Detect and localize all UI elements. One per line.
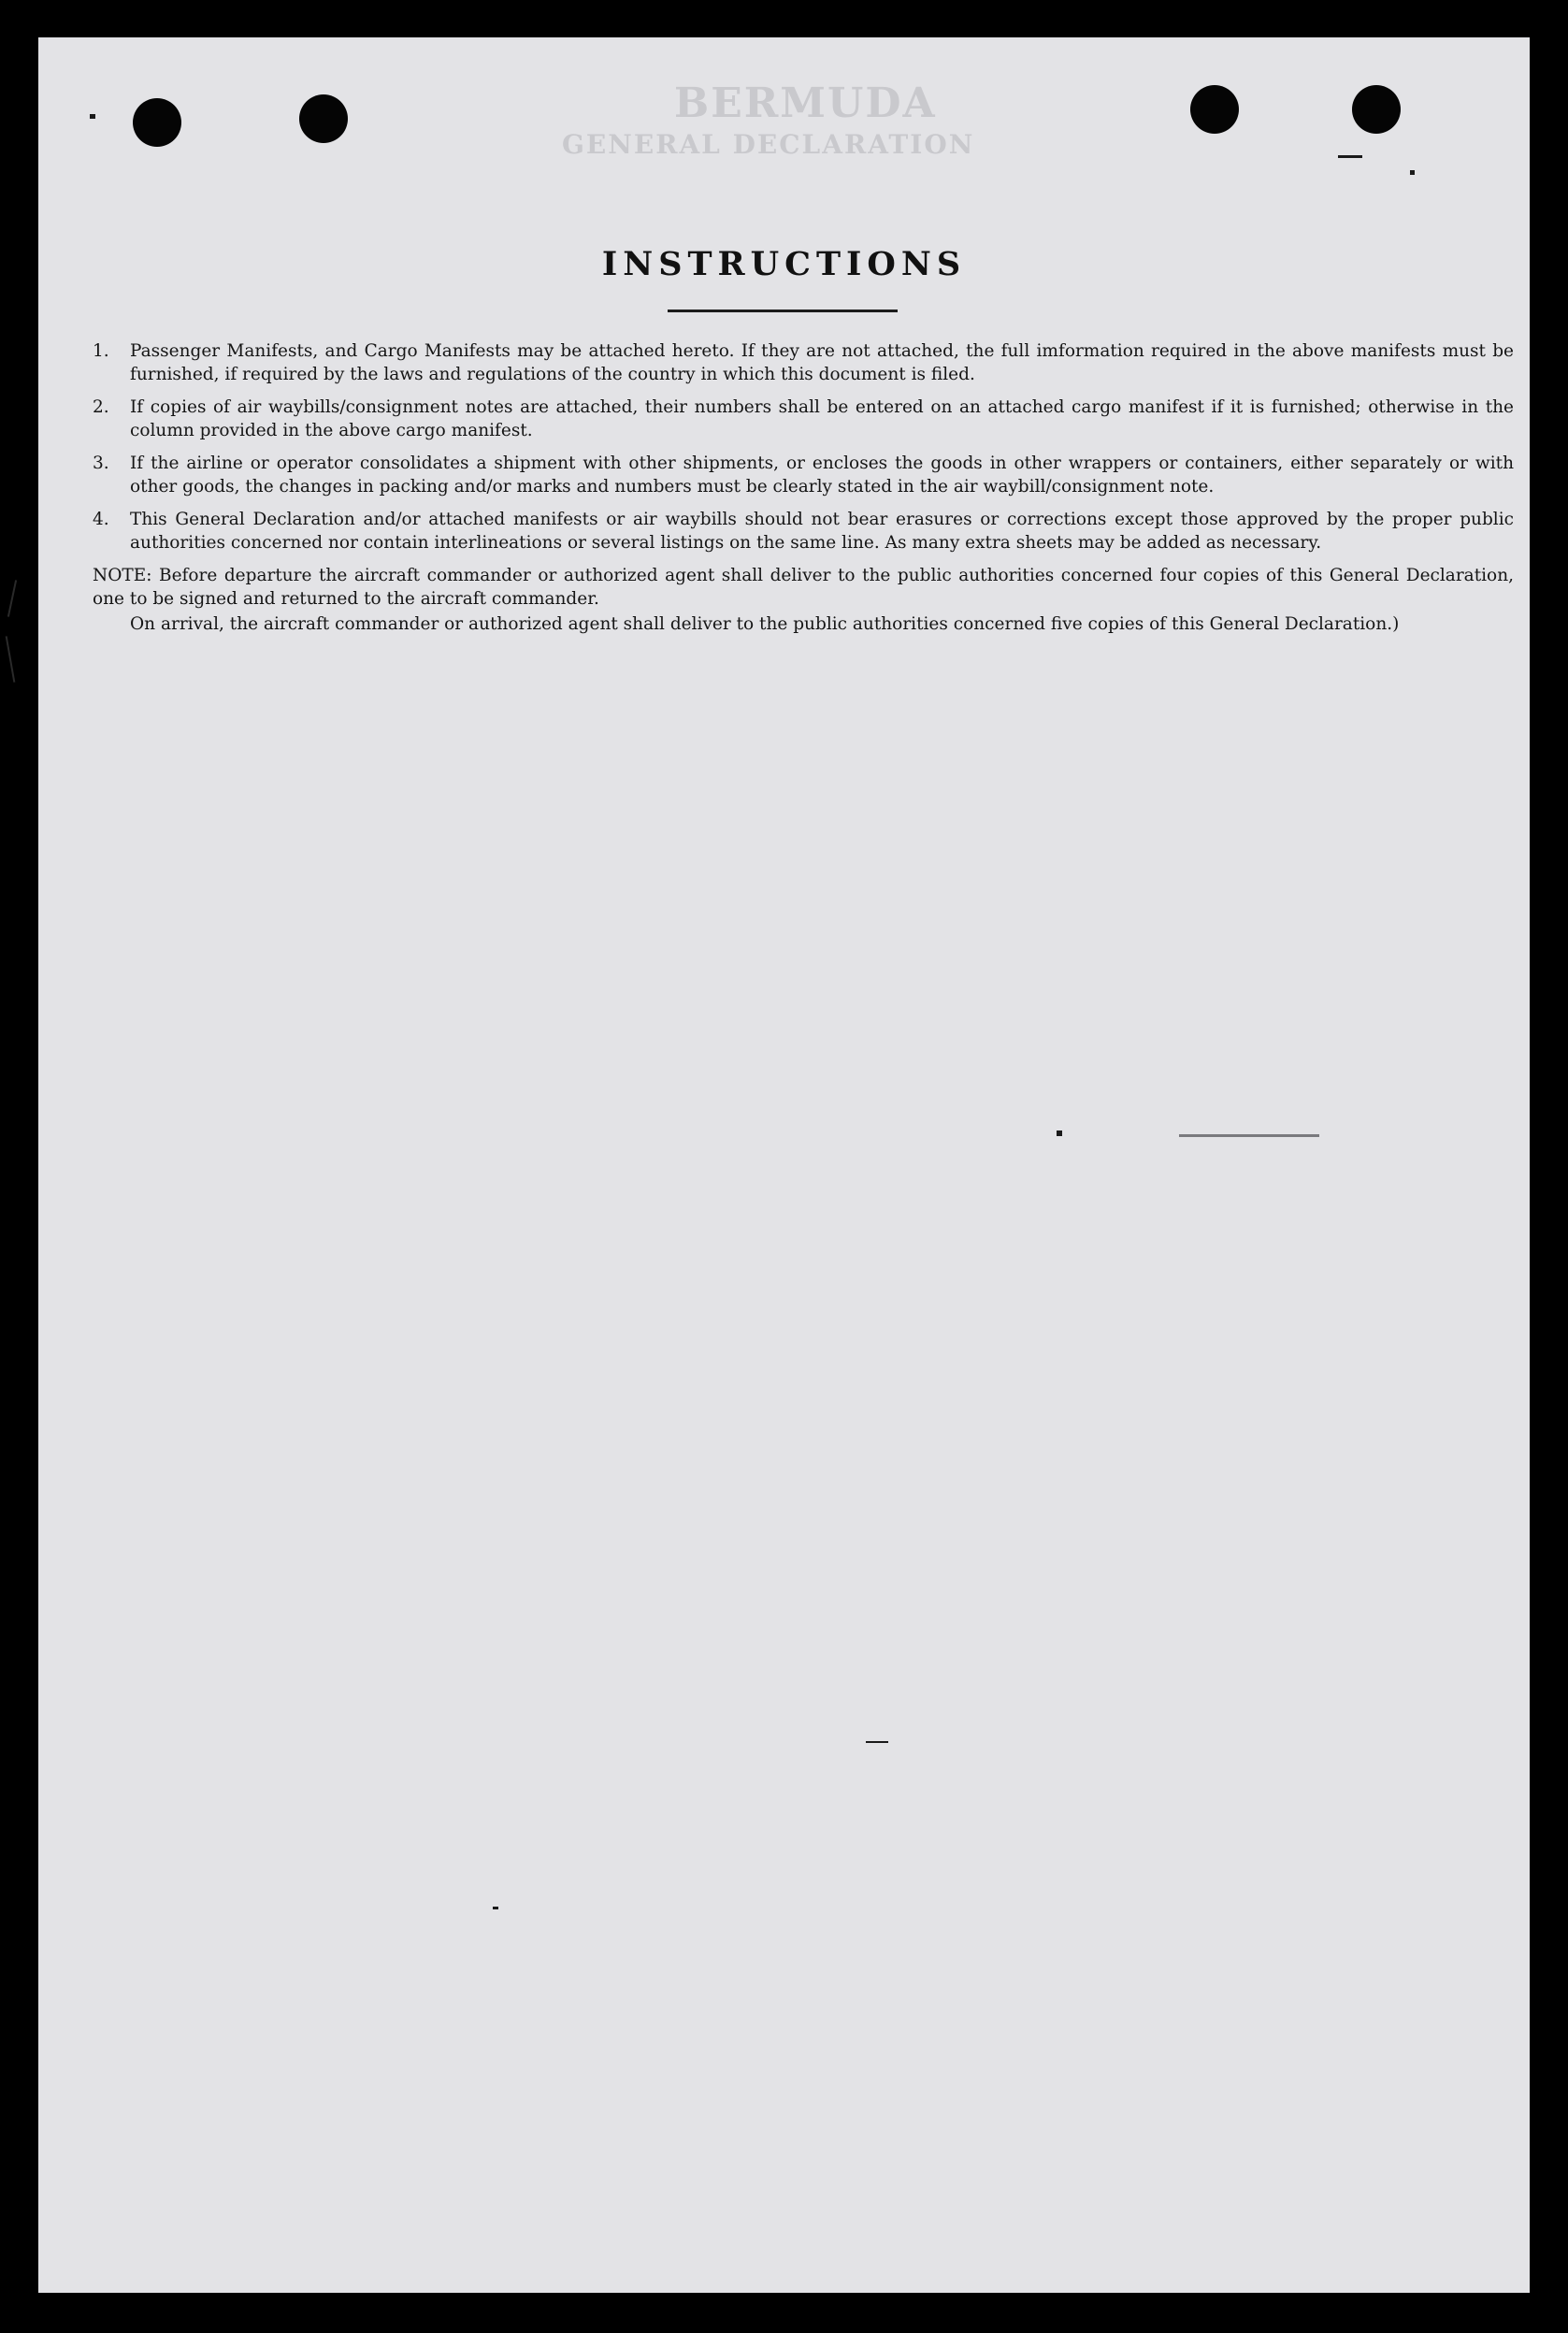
title-underline bbox=[668, 310, 898, 312]
instruction-number: 2. bbox=[93, 397, 109, 417]
instruction-text: This General Declaration and/or attached manifests or air waybills should not bear erasures or corrections except those approved by the proper public authorities concerned nor contain interlineations or several listings on the same line. As many extra sheets may be added as necessary. bbox=[130, 510, 1514, 553]
ink-speck bbox=[90, 114, 95, 119]
instruction-text: If the airline or operator consolidates a shipment with other shipments, or encloses the goods in other wrappers or containers, either separately or with other goods, the changes in packing and/or marks and numbers must be clearly stated in the air waybill/consignment note. bbox=[130, 454, 1514, 497]
note-departure bbox=[93, 564, 1514, 611]
punch-hole bbox=[133, 98, 181, 147]
instruction-number: 1. bbox=[93, 341, 109, 361]
instruction-number: 3. bbox=[93, 454, 109, 473]
ink-speck bbox=[493, 1907, 498, 1909]
punch-hole bbox=[1352, 85, 1401, 134]
ink-speck bbox=[1057, 1130, 1062, 1136]
bleed-through-subheading: GENERAL DECLARATION bbox=[562, 129, 975, 160]
ink-speck bbox=[1338, 155, 1362, 158]
instruction-item bbox=[93, 339, 1514, 386]
bleed-through-heading: BERMUDA bbox=[674, 79, 937, 127]
instruction-item bbox=[93, 508, 1514, 554]
note-label: NOTE: bbox=[93, 566, 152, 585]
note-departure-text: Before departure the aircraft commander or authorized agent shall deliver to the public authorities concerned four copies of this General Declaration, one to be signed and returned to the aircraft commander. bbox=[93, 566, 1514, 609]
ink-smudge bbox=[1179, 1134, 1319, 1137]
margin-mark bbox=[6, 636, 16, 683]
instruction-item bbox=[93, 452, 1514, 498]
instruction-text: Passenger Manifests, and Cargo Manifests may be attached hereto. If they are not attached, the full imformation required in the above manifests must be furnished, if required by the laws and regulations of the country in which this document is filed. bbox=[130, 341, 1514, 384]
note-arrival-text: On arrival, the aircraft commander or authorized agent shall deliver to the public authorities concerned five copies of this General Declaration.) bbox=[130, 614, 1400, 634]
ink-speck bbox=[1410, 170, 1415, 175]
instruction-text: If copies of air waybills/consignment notes are attached, their numbers shall be entered on an attached cargo manifest if it is furnished; otherwise in the column provided in the above cargo manifest. bbox=[130, 397, 1514, 440]
punch-hole bbox=[299, 94, 348, 143]
note-arrival bbox=[93, 612, 1514, 636]
punch-hole bbox=[1190, 85, 1239, 134]
instructions-title: INSTRUCTIONS bbox=[601, 245, 967, 283]
ink-speck bbox=[866, 1741, 888, 1743]
document-page bbox=[38, 37, 1530, 2293]
instructions-list bbox=[93, 339, 1514, 636]
instruction-number: 4. bbox=[93, 510, 109, 529]
instruction-item bbox=[93, 396, 1514, 442]
margin-mark bbox=[7, 580, 17, 617]
